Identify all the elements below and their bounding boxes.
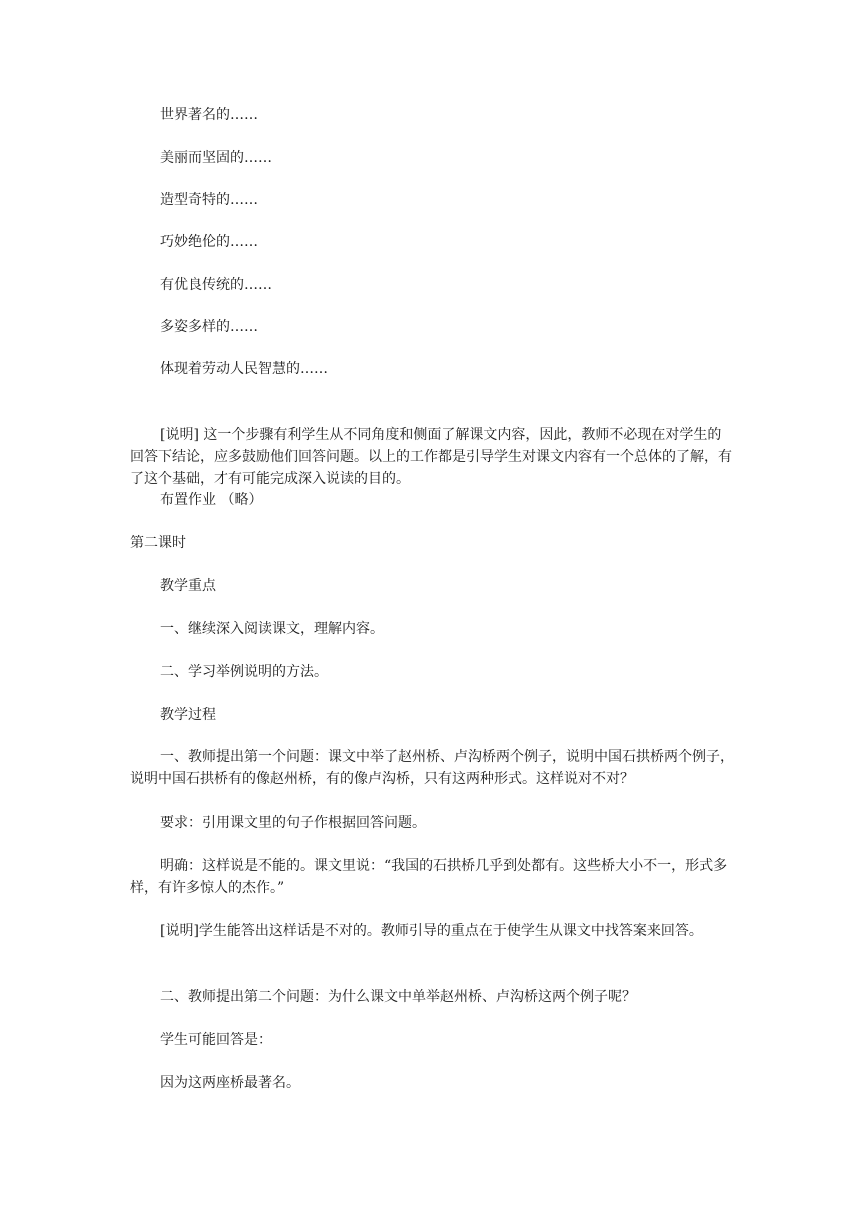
phrase-wisdom: 体现着劳动人民智慧的…… — [160, 361, 328, 377]
note-paragraph-2: [说明]学生能答出这样话是不对的。教师引导的重点在于使学生从课文中找答案来回答。 — [160, 923, 703, 939]
focus-item-2: 二、学习举例说明的方法。 — [160, 664, 328, 680]
phrase-unique-shape: 造型奇特的…… — [160, 192, 258, 208]
note-paragraph-1: [说明] 这一个步骤有利学生从不同角度和侧面了解课文内容，因此，教师不必现在对学生的回答下结论，应多鼓励他们回答问题。以上的工作都是引导学生对课文内容有一个总体的了解，有了这个基础，才有可能完成深入说读的目的。 — [130, 427, 732, 487]
phrase-fine-tradition: 有优良传统的…… — [160, 277, 272, 293]
student-answer-1: 因为这两座桥最著名。 — [160, 1075, 300, 1091]
requirement-line: 要求：引用课文里的句子作根据回答问题。 — [160, 815, 426, 831]
phrase-varied: 多姿多样的…… — [160, 319, 258, 335]
phrase-ingenious: 巧妙绝伦的…… — [160, 234, 258, 250]
teaching-focus-heading: 教学重点 — [160, 578, 216, 594]
focus-item-1: 一、继续深入阅读课文，理解内容。 — [160, 621, 384, 637]
teaching-process-heading: 教学过程 — [160, 707, 216, 723]
phrase-beautiful-sturdy: 美丽而坚固的…… — [160, 150, 272, 166]
phrase-world-famous: 世界著名的…… — [160, 107, 258, 123]
section-heading-second-lesson: 第二课时 — [130, 535, 186, 551]
question-2-paragraph: 二、教师提出第二个问题：为什么课文中单举赵州桥、卢沟桥这两个例子呢？ — [160, 989, 636, 1005]
homework-line: 布置作业 （略） — [160, 492, 263, 508]
question-1-paragraph: 一、教师提出第一个问题：课文中举了赵州桥、卢沟桥两个例子，说明中国石拱桥两个例子，说明中国石拱桥有的像赵州桥，有的像卢沟桥，只有这两种形式。这样说对不对？ — [130, 749, 734, 787]
clarification-paragraph: 明确：这样说是不能的。课文里说：“我国的石拱桥几乎到处都有。这些桥大小不一，形式多样，有许多惊人的杰作。” — [130, 858, 728, 896]
student-answer-intro: 学生可能回答是： — [160, 1032, 272, 1048]
